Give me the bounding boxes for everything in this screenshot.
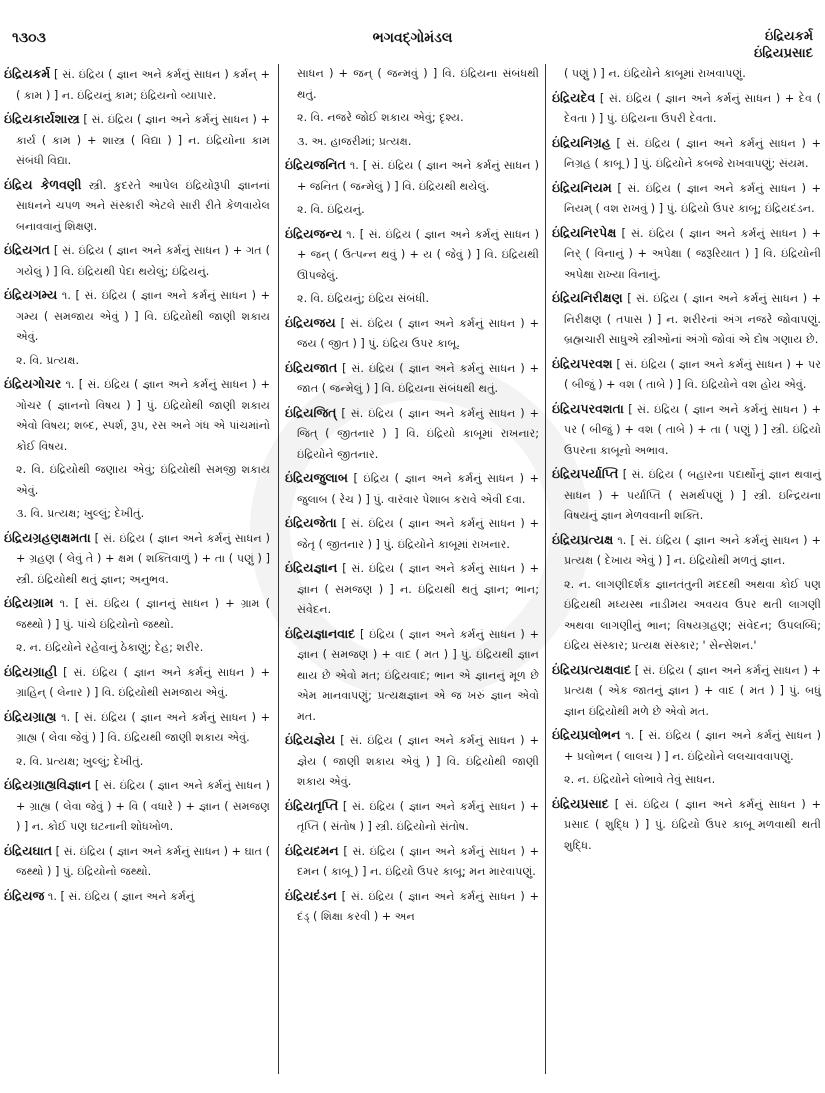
entry-headword: ઇંદ્રિયજનિત xyxy=(285,157,346,172)
dictionary-entry xyxy=(285,155,539,197)
dictionary-entry xyxy=(4,240,270,282)
column-2 xyxy=(278,64,546,1074)
entry-definition: ૧. [ સં. ઇંદ્રિય ( જ્ઞાન અને કર્મનું સાધન ) + જન્ ( ઉત્પન્ન થવું ) + ય ( જેવું ) ] વિ. ઇંદ્રિયથી ઊપજેલું. xyxy=(297,227,539,282)
dictionary-entry-continuation xyxy=(552,64,821,85)
entry-headword: ઇંદ્રિયજ્ઞાન xyxy=(285,560,338,575)
entry-definition: [ સં. ઇંદ્રિય ( જ્ઞાન અને કર્મનું સાધન ) + દંડ્ ( શિક્ષા કરવી ) + અન xyxy=(297,889,539,923)
entry-headword: ઇંદ્રિયજ્ઞેય xyxy=(285,732,336,747)
dictionary-entry xyxy=(285,886,539,928)
entry-headword: ઇંદ્રિયપર્યાપ્તિ xyxy=(552,466,619,481)
entry-definition: [ સં. ઇંદ્રિય ( જ્ઞાન અને કર્મનું સાધન ) + ગત ( ગયેલું ) ] વિ. ઇંદ્રિયથી પેદા થયેલું; ઇંદ્રિયનું. xyxy=(16,244,270,278)
entry-headword: ઇંદ્રિયનિરપેક્ષ xyxy=(552,224,617,240)
dictionary-entry xyxy=(285,313,539,355)
entry-definition: સાધન ) + જન્ ( જન્મવું ) ] વિ. ઇંદ્રિયના સંબંધથી થતું. xyxy=(297,67,539,101)
entry-definition: [ ઇંદ્રિય ( જ્ઞાન અને કર્મનું સાધન ) + જુલાબ ( રેચ ) ] પું. વારંવાર પેશાબ કરાવે એવી દવા. xyxy=(297,472,539,506)
dictionary-entry xyxy=(552,133,821,175)
entry-headword: ઇંદ્રિયપરવશ xyxy=(552,355,613,371)
entry-headword: ઇંદ્રિયગ્રાહ્યવિજ્ઞાન xyxy=(4,777,91,792)
entry-definition: [ સં. ઇંદ્રિય ( જ્ઞાન અને કર્મનું સાધન ) + જાત ( જન્મેલું ) ] વિ. ઇંદ્રિયના સંબંધથી થતું. xyxy=(297,361,539,395)
dictionary-entry xyxy=(4,662,270,704)
entry-definition: ૧. [ સં. ઇંદ્રિય ( જ્ઞાન અને કર્મનું xyxy=(47,889,195,903)
entry-definition: [ સં. ઇંદ્રિય ( જ્ઞાન અને કર્મનું સાધન ) + કાર્ય ( કામ ) + શાસ્ત્ર ( વિદ્યા ) ] ન. ઇંદ્રિયોના કામ સંબંધી વિદ્યા. xyxy=(16,113,270,167)
entry-definition: [ સં. ઇંદ્રિય ( જ્ઞાન અને કર્મનું સાધન ) + ગ્રાહ્ય ( લેવા જેવું ) + વિ ( વધારે ) + જ્ઞાન ( સમજણ ) ] ન. કોઈ પણ ઘટનાની શોધખોળ. xyxy=(16,779,271,833)
guide-word-last: ઇંદ્રિયપ્રસાદ xyxy=(753,46,813,61)
entry-headword: ઇંદ્રિયદંડન xyxy=(285,887,337,903)
entry-definition: ૧. [ સં. ઇંદ્રિય ( જ્ઞાન અને કર્મનું સાધન ) + પ્રલોભન ( લાલચ ) ] ન. ઇંદ્રિયોને લલચાવવાપણું. xyxy=(564,729,821,763)
dictionary-entry xyxy=(4,109,270,172)
dictionary-entry xyxy=(4,64,270,106)
entry-definition: [ સં. ઇંદ્રિય ( બહારના પદાર્થોનું જ્ઞાન થવાનું સાધન ) + પર્યાપ્તિ ( સમર્થપણું ) ] સ્ત્રી. ઇન્દ્રિયના વિષયનું જ્ઞાન મેળવવાની શક્તિ. xyxy=(564,468,821,522)
entry-definition: ( પણું ) ] ન. ઇંદ્રિયોને કાબૂમાં રાખવાપણું. xyxy=(564,67,746,80)
dictionary-entry xyxy=(552,354,821,396)
entry-definition: [ સં. ઇંદ્રિય ( જ્ઞાન અને કર્મનું સાધન ) + પ્રસાદ ( શુદ્ધિ ) ] પું. ઇંદ્રિયો ઉપર કાબૂ મળવાથી થતી શુદ્ધિ. xyxy=(564,797,821,852)
dictionary-entry xyxy=(285,730,539,793)
dictionary-entry xyxy=(552,530,821,572)
entry-sense: ૨. વિ. ઇંદ્રિયનું. xyxy=(297,203,365,216)
dictionary-entry xyxy=(4,593,270,635)
entry-headword: ઇંદ્રિયજિત્ xyxy=(285,404,337,420)
dictionary-entry xyxy=(4,886,270,908)
entry-headword: ઇંદ્રિયતૃપ્તિ xyxy=(285,797,339,813)
entry-definition: [ સં. ઇંદ્રિય ( જ્ઞાન અને કર્મનું સાધન ) + ગ્રહણ ( લેવું તે ) + ક્ષમ ( શક્તિવાળું ) + તા ( પણું ) ] સ્ત્રી. ઇંદ્રિયોથી થતું જ્ઞાન; અનુભવ. xyxy=(16,531,270,586)
entry-definition: ૧. [ સં. ઇંદ્રિય ( જ્ઞાન અને કર્મનું સાધન ) + ગોચર ( જ્ઞાનનો વિષય ) ] પું. ઇંદ્રિયોથી જાણી શકાય એવો વિષય; શબ્દ, સ્પર્શ, રૂપ, રસ અને ગંધ એ પાંચમાંનો કોઈ વિષય. xyxy=(16,378,270,453)
entry-headword: ઇંદ્રિયજન્ય xyxy=(285,225,342,241)
dictionary-entry xyxy=(552,223,821,286)
entry-headword: ઇંદ્રિયગ્રાહી xyxy=(4,663,58,679)
dictionary-entry xyxy=(285,624,539,728)
entry-sense: ૨. વિ. નજરે જોઈ શકાય એવું; દૃશ્ય. xyxy=(297,111,464,124)
entry-sense: ૨. ન. ઇંદ્રિયોને લોભાવે તેવું સાધન. xyxy=(564,773,716,786)
entry-definition: [ સં. ઇંદ્રિય ( જ્ઞાન અને કર્મનું સાધન ) + દેવ ( દેવતા ) ] પું. ઇંદ્રિયના ઉપરી દેવતા. xyxy=(564,91,821,125)
entry-sense: ૨. વિ. પ્રત્યક્ષ. xyxy=(16,353,80,367)
dictionary-entry xyxy=(552,288,821,351)
entry-sense: ૩. વિ. પ્રત્યક્ષ; ખુલ્લું; દેખીતું. xyxy=(16,507,145,520)
dictionary-entry xyxy=(552,178,821,220)
entry-definition: ૧. [ સં. ઇંદ્રિય ( જ્ઞાન અને કર્મનું સાધન ) + ગમ્ય ( સમજાય એવું ) ] વિ. ઇંદ્રિયોથી જાણી શકાય એવું. xyxy=(16,289,270,343)
entry-definition: ૧. [ સં. ઇંદ્રિય ( જ્ઞાન અને કર્મનું સાધન ) + પ્રત્યક્ષ ( દેખાય એવું ) ] ન. ઇંદ્રિયોથી મળતું જ્ઞાન. xyxy=(564,533,821,567)
dictionary-entry-continuation xyxy=(285,64,539,105)
column-3 xyxy=(548,64,825,1074)
entry-sense: ૨. વિ. ઇંદ્રિયનું; ઇંદ્રિય સંબંધી. xyxy=(297,292,430,305)
entry-headword: ઇંદ્રિયજ્ઞાનવાદ xyxy=(285,625,356,641)
dictionary-entry xyxy=(285,468,539,510)
entry-headword: ઇંદ્રિયગ્રાહ્ય xyxy=(4,708,57,724)
dictionary-entry xyxy=(285,224,539,287)
entry-definition: [ સં. ઇંદ્રિય ( જ્ઞાન અને કર્મનું સાધન ) + જેતૃ ( જીતનાર ) ] પું. ઇંદ્રિયોને કાબૂમાં રાખનાર. xyxy=(297,517,539,551)
dictionary-columns xyxy=(0,64,825,1084)
dictionary-entry xyxy=(552,660,821,723)
entry-headword: ઇંદ્રિયકાર્યશાસ્ત્ર xyxy=(4,111,80,126)
entry-sense: ૩. અ. હાજરીમાં; પ્રત્યક્ષ. xyxy=(297,134,412,148)
dictionary-entry xyxy=(285,558,539,621)
dictionary-entry xyxy=(285,841,539,883)
dictionary-entry xyxy=(552,725,821,767)
entry-headword: ઇંદ્રિયનિયમ xyxy=(552,179,612,195)
entry-headword: ઇંદ્રિયગ્રહણક્ષમતા xyxy=(4,529,91,545)
entry-headword: ઇંદ્રિયજય xyxy=(285,314,336,330)
entry-definition: [ સં. ઇંદ્રિય ( જ્ઞાન અને કર્મનું સાધન ) + જય ( જીત ) ] પું. ઇંદ્રિય ઉપર કાબૂ. xyxy=(297,316,539,350)
entry-headword: ઇંદ્રિયગમ્ય xyxy=(4,287,58,302)
entry-headword: ઇંદ્રિયપ્રસાદ xyxy=(552,795,609,811)
entry-sense: ૨. ન. ઇંદ્રિયોને રહેવાનું ઠેકાણું; દેહ; શરીર. xyxy=(16,641,204,654)
entry-sense: ૨. ન. લાગણીદર્શક જ્ઞાનતંતુની મદદથી અથવા કોઈ પણ ઇંદ્રિયથી મધ્યસ્થ નાડીમય અવયવ ઉપર થતી લાગણી અથવા લાગણીનું ભાન; વિષયગ્રહણ; સંવેદન; ઉપલબ્ધિ; ઇંદ્રિય સંસ્કાર; પ્રત્યક્ષ સંસ્કાર; ' સેન્સેશન.' xyxy=(564,577,821,652)
guide-word-first: ઇંદ્રિયકર્મ xyxy=(765,29,813,44)
entry-definition: [ સં. ઇંદ્રિય ( જ્ઞાન અને કર્મનું સાધન ) + દમન ( કાબૂ ) ] ન. ઇંદ્રિયો ઉપર કાબૂ; મન મારવાપણું. xyxy=(297,844,539,878)
entry-definition: ૧. [ સં. ઇંદ્રિય ( જ્ઞાન અને કર્મનું સાધન ) + ગ્રાહ્ય ( લેવા જેવું ) ] વિ. ઇંદ્રિયથી જાણી શકાય એવું. xyxy=(16,710,270,744)
dictionary-entry xyxy=(552,794,821,857)
entry-headword: ઇંદ્રિયપ્રત્યક્ષ xyxy=(552,531,614,547)
page-number: ૧૩૦૩ xyxy=(12,30,46,46)
entry-headword: ઇંદ્રિય કેળવણી xyxy=(4,176,82,192)
entry-definition: [ સં. ઇંદ્રિય ( જ્ઞાન અને કર્મનું સાધન ) + પર ( બીજું ) + વશ ( તાબે ) + તા ( પણું ) ] સ્ત્રી. ઇંદ્રિયો ઉપરના કાબૂનો અભાવ. xyxy=(564,402,821,457)
dictionary-entry xyxy=(4,175,270,238)
dictionary-entry xyxy=(4,707,270,749)
entry-headword: ઇંદ્રિયજાત xyxy=(285,359,338,375)
entry-definition: [ સં. ઇંદ્રિય ( જ્ઞાન અને કર્મનું સાધન ) + ગ્રાહિન્ ( લેનાર ) ] વિ. ઇંદ્રિયોથી સમજાય એવું. xyxy=(16,665,270,699)
running-title: ભગવદ્ગોમંડલ xyxy=(372,30,453,46)
entry-definition: ૧. [ સં. ઇંદ્રિય ( જ્ઞાનનું સાધન ) + ગ્રામ ( જથ્થો ) ] પું. પાંચે ઇંદ્રિયોનો જથ્થો. xyxy=(16,597,270,631)
entry-headword: ઇંદ્રિયજ xyxy=(4,887,45,903)
entry-sense: ૨. વિ. પ્રત્યક્ષ; ખુલ્લું; દેખીતું. xyxy=(16,754,144,768)
guide-words xyxy=(754,28,813,62)
page-header xyxy=(0,0,825,62)
entry-headword: ઇંદ્રિયપરવશતા xyxy=(552,400,624,416)
entry-definition: [ સં. ઇંદ્રિય ( જ્ઞાન અને કર્મનું સાધન ) + જ્ઞાન ( સમજણ ) ] ન. ઇંદ્રિયથી થતું જ્ઞાન; ભાન; સંવેદન. xyxy=(297,562,539,616)
entry-headword: ઇંદ્રિયપ્રલોભન xyxy=(552,727,621,742)
entry-headword: ઇંદ્રિયપ્રત્યક્ષવાદ xyxy=(552,661,631,677)
entry-sense: ૨. વિ. ઇંદ્રિયોથી જણાય એવું; ઇંદ્રિયોથી સમજી શકાય એવું. xyxy=(16,463,270,497)
entry-headword: ઇંદ્રિયકર્મ xyxy=(4,66,51,81)
dictionary-entry xyxy=(4,374,270,457)
dictionary-entry xyxy=(552,88,821,130)
entry-definition: [ સં. ઇંદ્રિય ( જ્ઞાન અને કર્મનું સાધન ) + પ્રત્યક્ષ ( એક જાતનું જ્ઞાન ) + વાદ ( મત ) ] પું. બધું જ્ઞાન ઇંદ્રિયોથી મળે છે એવો મત. xyxy=(564,663,821,718)
entry-definition: [ ઇંદ્રિય ( જ્ઞાન અને કર્મનું સાધન ) + જ્ઞાન ( સમજણ ) + વાદ ( મત ) ] પું. ઇંદ્રિયથી જ્ઞાન થાય છે એવો મત; ઇંદ્રિયવાદ; ભાન એ જ્ઞાનનું મૂળ છે એમ માનવાપણું; પ્રત્યક્ષજ્ઞાન એ જ ખરું જ્ઞાન એવો મત. xyxy=(297,627,539,723)
entry-headword: ઇંદ્રિયદેવ xyxy=(552,89,596,105)
dictionary-entry xyxy=(285,513,539,555)
dictionary-entry xyxy=(4,841,270,883)
entry-headword: ઇંદ્રિયજેતા xyxy=(285,515,337,530)
entry-definition: [ સં. ઇંદ્રિય ( જ્ઞાન અને કર્મનું સાધન ) + પર ( બીજું ) + વશ ( તાબે ) ] વિ. ઇંદ્રિયોને વશ હોય એવું. xyxy=(564,357,821,391)
dictionary-entry xyxy=(285,358,539,400)
column-1 xyxy=(0,64,274,1074)
entry-definition: [ સં. ઇંદ્રિય ( જ્ઞાન અને કર્મનું સાધન ) + નિયમ્ ( વશ રાખવું ) ] પું. ઇંદ્રિયો ઉપર કાબૂ; ઇંદ્રિયદંડન. xyxy=(564,181,821,215)
entry-definition: સ્ત્રી. કુદરતે આપેલ ઇંદ્રિયોરૂપી જ્ઞાનનાં સાધનને ચપળ અને સંસ્કારી એટલે સારી રીતે કેળવાયેલ બનાવવાનું શિક્ષણ. xyxy=(16,178,270,233)
entry-definition: [ સં. ઇંદ્રિય ( જ્ઞાન અને કર્મનું સાધન ) કર્મન્ + ( કામ ) ] ન. ઇંદ્રિયનું કામ; ઇંદ્રિયનો વ્યાપાર. xyxy=(16,68,270,102)
entry-definition: [ સં. ઇંદ્રિય ( જ્ઞાન અને કર્મનું સાધન ) + નિરીક્ષણ ( તપાસ ) ] ન. શરીરનાં અંગ નજરે જોવાપણું. બ્રહ્મચારી સાધુએ સ્ત્રીઓનાં અંગો જોવાં એ દોષ ગણાય છે. xyxy=(564,292,821,346)
entry-headword: ઇંદ્રિયઘાત xyxy=(4,842,53,858)
entry-definition: [ સં. ઇંદ્રિય ( જ્ઞાન અને કર્મનું સાધન ) + જિત્ ( જીતનાર ) ] વિ. ઇંદ્રિયો કાબૂમાં રાખનાર; ઇંદ્રિયોને જીતનાર. xyxy=(297,406,539,461)
dictionary-entry xyxy=(552,399,821,462)
dictionary-entry xyxy=(552,464,821,527)
entry-definition: [ સં. ઇંદ્રિય ( જ્ઞાન અને કર્મનું સાધન ) + નિર્ ( વિનાનું ) + અપેક્ષા ( જરૂરિયાત ) ] વિ. ઇંદ્રિયોની અપેક્ષા રાખ્યા વિનાનું. xyxy=(564,226,821,281)
entry-definition: [ સં. ઇંદ્રિય ( જ્ઞાન અને કર્મનું સાધન ) + તૃપ્તિ ( સંતોષ ) ] સ્ત્રી. ઇંદ્રિયોનો સંતોષ. xyxy=(297,799,539,833)
dictionary-entry xyxy=(4,775,270,838)
dictionary-entry xyxy=(285,796,539,838)
dictionary-entry xyxy=(285,403,539,466)
entry-definition: [ સં. ઇંદ્રિય ( જ્ઞાન અને કર્મનું સાધન ) + જ્ઞેય ( જાણી શકાય એવું ) ] વિ. ઇંદ્રિયોથી જાણી શકાય એવું. xyxy=(297,734,539,788)
entry-headword: ઇંદ્રિયનિગ્રહ xyxy=(552,134,611,150)
entry-definition: ૧. [ સં. ઇંદ્રિય ( જ્ઞાન અને કર્મનું સાધન ) + જનિત ( જન્મેલું ) ] વિ. ઇંદ્રિયથી થયેલું. xyxy=(297,159,539,193)
entry-headword: ઇંદ્રિયગત xyxy=(4,242,50,257)
entry-headword: ઇંદ્રિયજુલાબ xyxy=(285,470,348,485)
entry-definition: [ સં. ઇંદ્રિય ( જ્ઞાન અને કર્મનું સાધન ) + નિગ્રહ ( કાબૂ ) ] પું. ઇંદ્રિયોને કબજે રાખવાપણું; સંયમ. xyxy=(564,136,821,170)
entry-headword: ઇંદ્રિયગ્રામ xyxy=(4,595,54,610)
entry-headword: ઇંદ્રિયનિરીક્ષણ xyxy=(552,290,623,305)
dictionary-entry xyxy=(4,528,270,591)
entry-headword: ઇંદ્રિયગોચર xyxy=(4,376,62,391)
entry-definition: [ સં. ઇંદ્રિય ( જ્ઞાન અને કર્મનું સાધન ) + ઘાત ( જથ્થો ) ] પું. ઇંદ્રિયોનો જથ્થો. xyxy=(16,844,271,878)
dictionary-entry xyxy=(4,285,270,348)
entry-headword: ઇંદ્રિયદમન xyxy=(285,842,339,858)
